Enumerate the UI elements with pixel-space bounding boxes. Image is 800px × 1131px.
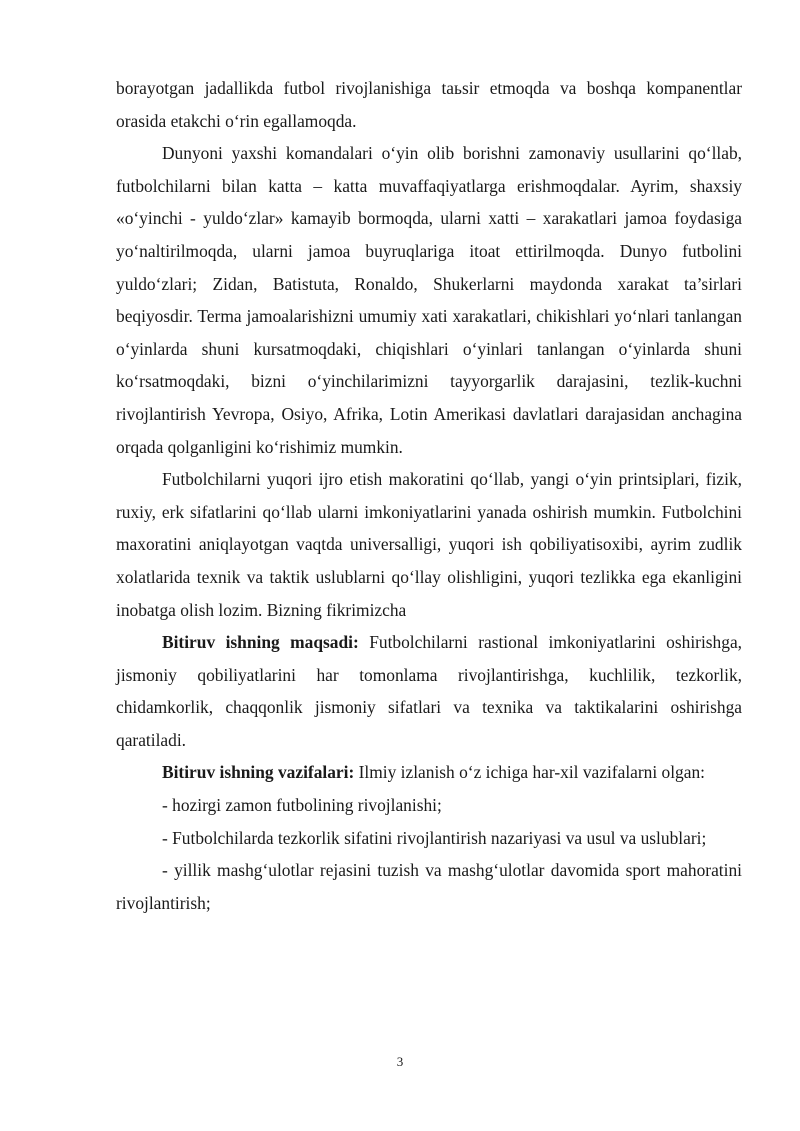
- paragraph-1: [116, 72, 742, 137]
- tasks-text: Ilmiy izlanish o‘z ichiga har-xil vazifalarni olgan:: [354, 762, 705, 783]
- paragraph-3: [116, 463, 742, 626]
- list-item-3-text: - yillik mashg‘ulotlar rejasini tuzish va mashg‘ulotlar davomida sport mahoratini rivojlantirish;: [116, 860, 742, 913]
- document-body: [116, 72, 742, 919]
- list-item-1: [116, 789, 742, 822]
- paragraph-1-text: borayotgan jadallikda futbol rivojlanishiga taьsir etmoqda va boshqa kompanentlar orasida etakchi o‘rin egallamoqda.: [116, 78, 742, 131]
- list-item-2-text: - Futbolchilarda tezkorlik sifatini rivojlantirish nazariyasi va usul va uslublari;: [162, 827, 707, 848]
- paragraph-3-text: Futbolchilarni yuqori ijro etish makoratini qo‘llab, yangi o‘yin printsiplari, fizik, ruxiy, erk sifatlarini qo‘llab ularni imkoniyatlarini yanada oshirish mumkin. Futbolchini maxoratini aniqlayotgan vaqtda universalligi, yuqori ish qobiliyatisoxibi, ayrim zudlik xolatlarida texnik va taktik uslublarni qo‘llay olishligini, yuqori tezlikka ega ekanligini inobatga olish lozim. Bizning fikrimizcha: [116, 469, 742, 620]
- paragraph-goal: [116, 626, 742, 756]
- list-item-1-text: - hozirgi zamon futbolining rivojlanishi;: [162, 795, 442, 816]
- goal-heading: Bitiruv ishning maqsadi:: [162, 632, 359, 653]
- list-item-2: [116, 822, 742, 855]
- list-item-3: [116, 854, 742, 919]
- goal-text: Futbolchilarni rastional imkoniyatlarini oshirishga, jismoniy qobiliyatlarini har tomonlama rivojlantirishga, kuchlilik, tezkorlik, chidamkorlik, chaqqonlik jismoniy sifatlari va texnika va taktikalarini oshirishga qaratiladi.: [116, 632, 743, 750]
- paragraph-2: [116, 137, 742, 463]
- page-number: 3: [396, 1054, 404, 1069]
- paragraph-2-text: Dunyoni yaxshi komandalari o‘yin olib borishni zamonaviy usullarini qo‘llab, futbolchilarni bilan katta – katta muvaffaqiyatlarga erishmoqdalar. Ayrim, shaxsiy «o‘yinchi - yuldo‘zlar» kamayib bormoqda, ularni xatti – xarakatlari jamoa foydasiga yo‘naltirilmoqda, ularni jamoa buyruqlariga itoat ettirilmoqda. Dunyo futbolini yuldo‘zlari; Zidan, Batistuta, Ronaldo, Shukerlarni maydonda xarakat ta’sirlari beqiyosdir. Terma jamoalarishizni umumiy xati xarakatlari, chikishlari yo‘nlari tanlangan o‘yinlarda shuni kursatmoqdaki, chiqishlari o‘yinlari tanlangan o‘yinlarda shuni ko‘rsatmoqdaki, bizni o‘yinchilarimizni tayyorgarlik darajasini, tezlik-kuchni rivojlantirish Yevropa, Osiyo, Afrika, Lotin Amerikasi davlatlari darajasidan anchagina orqada qolganligini ko‘rishimiz mumkin.: [116, 143, 742, 457]
- paragraph-tasks: [116, 756, 742, 789]
- tasks-heading: Bitiruv ishning vazifalari:: [162, 762, 355, 783]
